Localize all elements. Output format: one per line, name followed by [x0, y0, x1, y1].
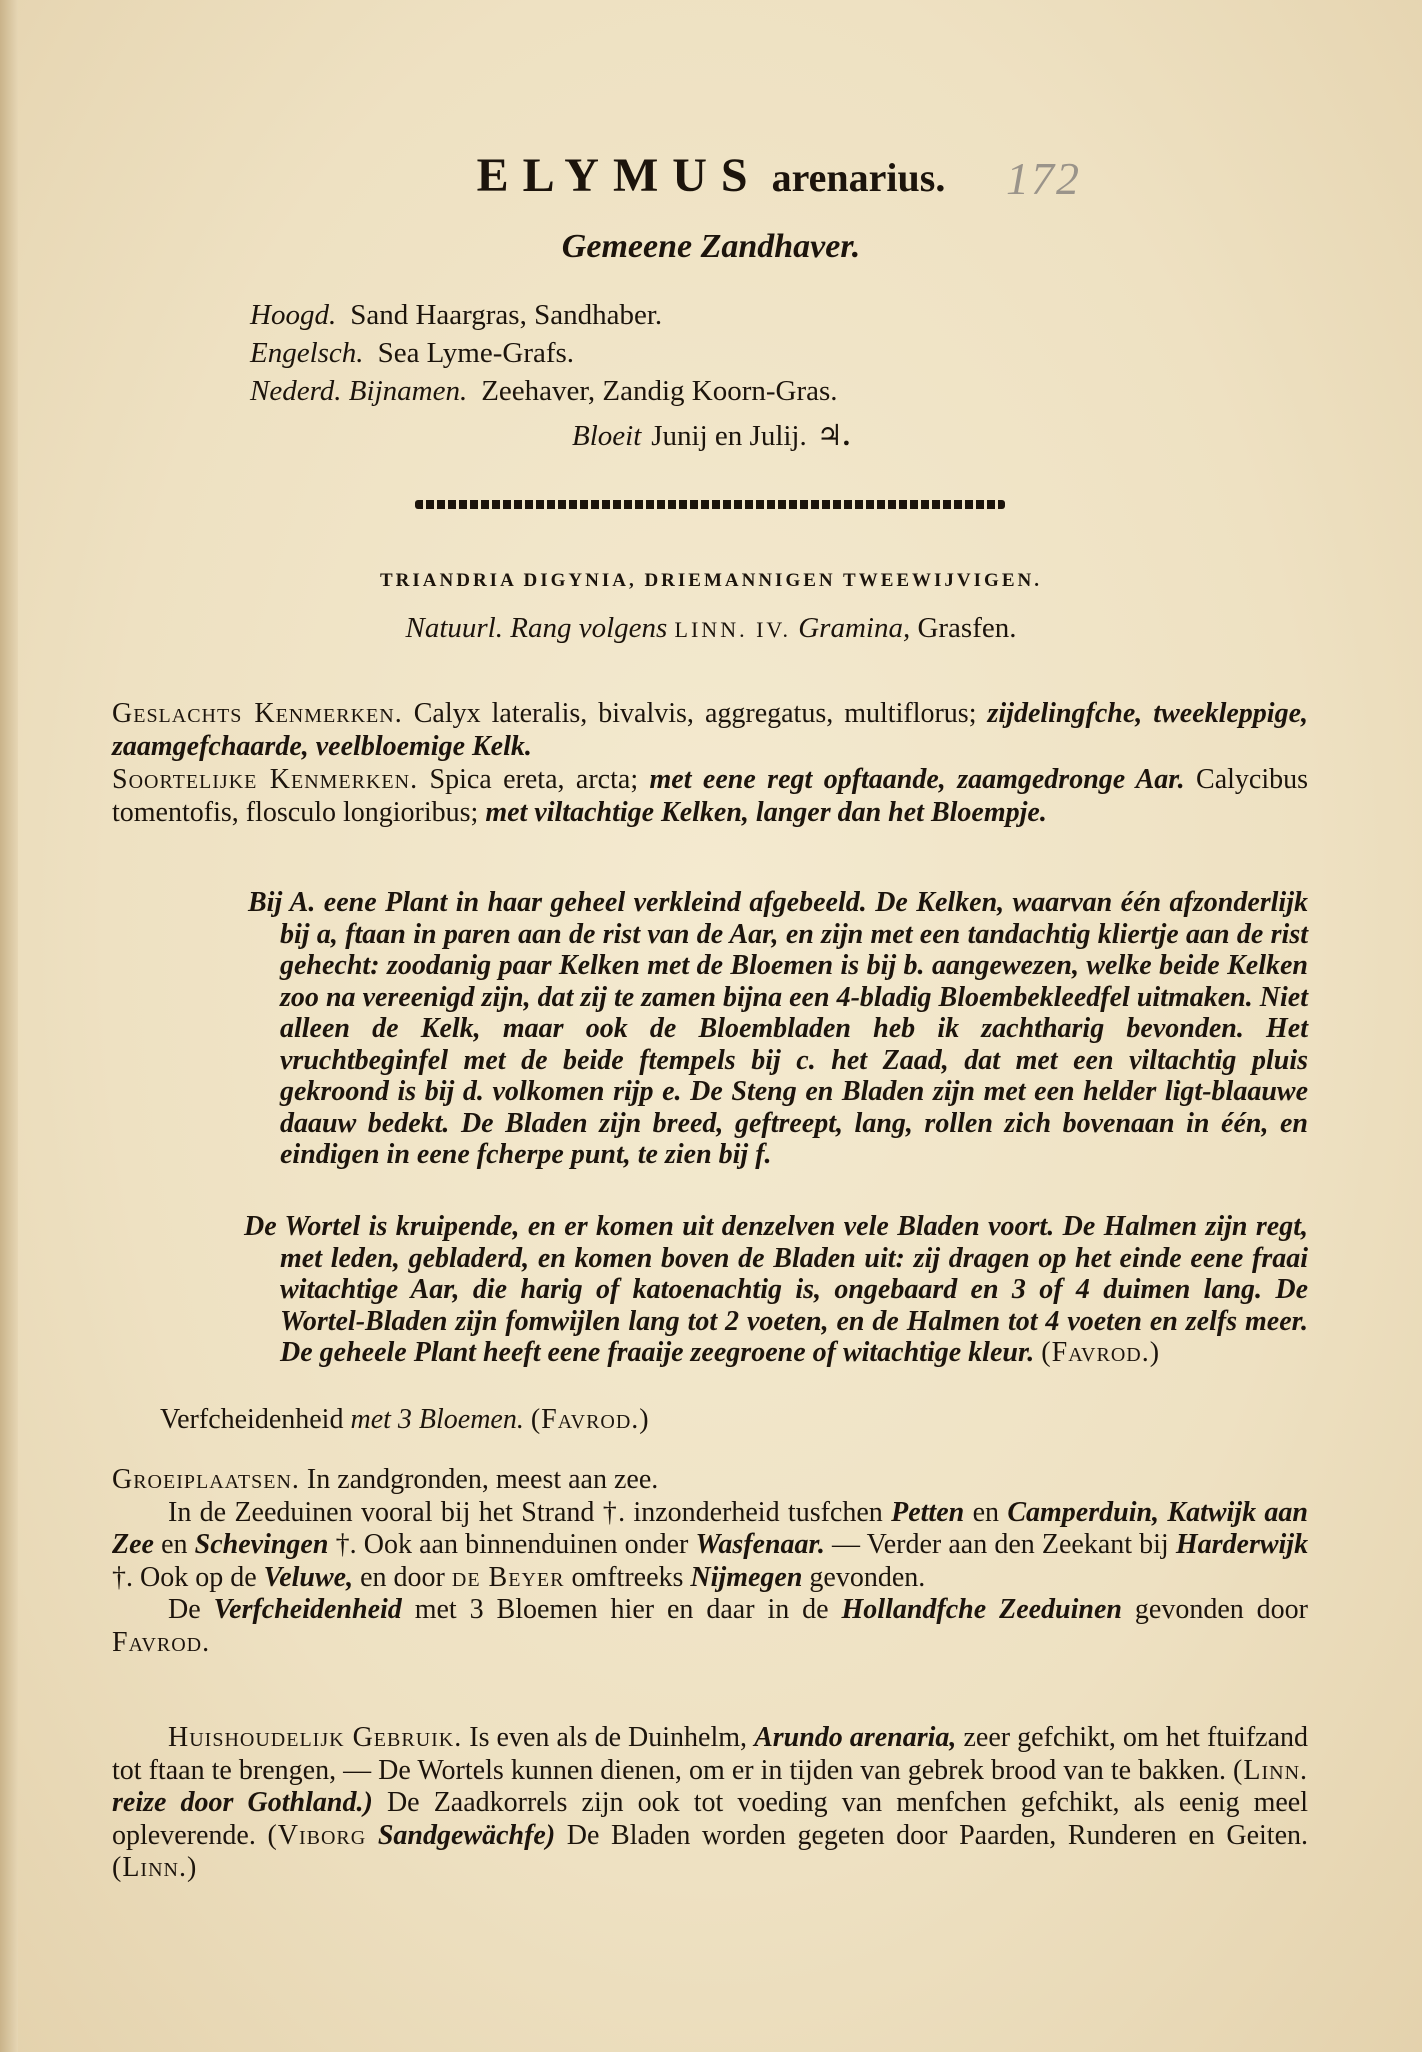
description-paragraph-b: De Wortel is kruipende, en er komen uit denzelven vele Bladen voort. De Halmen zijn regt, met leden, gebladerd, en komen boven de Bladen uit: zij dragen op het einde eene fraai witachtige Aar, die harig of katoenachtig is, ongebaard en 3 of 4 duimen lang. De Wortel-Bladen zijn fomwijlen lang tot 2 voeten, en de Halmen tot 4 voeten en zelfs meer. De geheele Plant heeft eene fraaije zeegroene of witachtige kleur.	[244, 1211, 1308, 1368]
habitat-heading: Groeiplaatsen.	[112, 1464, 300, 1495]
uses-text: De Bladen worden gegeten door Paarden, Runderen en Geiten.	[566, 1819, 1309, 1851]
habitat	[112, 1464, 1308, 1659]
place-name: Nijmegen	[690, 1561, 803, 1593]
description-figure	[248, 887, 1308, 1171]
collector-name: de Beyer	[451, 1561, 565, 1593]
species-epithet: arenarius.	[771, 155, 946, 200]
habitat-text: en	[161, 1529, 188, 1560]
habitat-intro: In zandgronden, meest aan zee.	[306, 1464, 659, 1495]
variety-word: Verfcheidenheid	[160, 1404, 344, 1435]
species-title	[0, 148, 1422, 203]
variety-word: Verfcheidenheid	[213, 1594, 402, 1625]
rank-label: Natuurl. Rang volgens	[405, 612, 668, 644]
vernacular-text: Sand Haargras, Sandhaber.	[350, 299, 663, 331]
dutch-common-name: Gemeene Zandhaver.	[561, 228, 861, 265]
specific-dutch-2: met viltachtige Kelken, langer dan het Bloempje.	[485, 797, 1047, 828]
ornamental-rule	[415, 500, 1005, 509]
specific-latin-2: Calycibus tomentofis, flosculo longioribus;	[112, 764, 1309, 828]
handwritten-page-mark: 172	[1006, 153, 1081, 204]
vernacular-row	[250, 334, 838, 372]
habitat-text: gevonden.	[809, 1561, 926, 1593]
uses-heading: Huishoudelijk Gebruik.	[168, 1722, 463, 1753]
specific-characters	[112, 763, 1308, 829]
specific-latin-1: Spica ereta, arcta;	[429, 764, 639, 795]
latin-name: Arundo arenaria,	[754, 1722, 957, 1753]
description-paragraph-a: Bij A. eene Plant in haar geheel verkleind afgebeeld. De Kelken, waarvan één afzonderlijk bij a, ftaan in paren aan de rist van de Aar, en zijn met een tandachtig kliertje aan de rist gehecht: zoodanig paar Kelken met de Bloemen is bij b. aangewezen, welke beide Kelken zoo na vereenigd zijn, dat zij te zamen bijna een 4-bladig Bloembekleedfel uitmaken. Niet alleen de Kelk, maar ook de Bloembladen heb ik zachtharig bevonden. Het vruchtbeginfel met de beide ftempels bij c. het Zaad, dat met een viltachtig pluis gekroond is bij d. volkomen rijp e. De Steng en Bladen zijn met een helder ligt-blaauwe daauw bedekt. De Bladen zijn breed, geftreept, lang, rollen zich bovenaan in één, en eindigen in eene fcherpe punt, te zien bij f.	[248, 887, 1308, 1170]
variety-text: met 3 Bloemen.	[350, 1404, 524, 1435]
place-name: Petten	[891, 1496, 965, 1528]
habitat-text: en	[972, 1496, 999, 1528]
vernacular-row	[250, 372, 838, 410]
specific-heading: Soortelijke Kenmerken.	[112, 764, 419, 795]
vernacular-names	[250, 296, 838, 410]
vernacular-label: Nederd. Bijnamen.	[250, 375, 468, 407]
variety	[160, 1403, 1308, 1436]
vernacular-text: Sea Lyme-Grafs.	[377, 337, 575, 369]
habitat-text: †. Ook op de	[112, 1561, 257, 1593]
habitat-text: In de Zeeduinen vooral bij het Strand †. inzonderheid tusfchen	[168, 1496, 883, 1528]
generic-latin: Calyx lateralis, bivalvis, aggregatus, multiflorus;	[413, 698, 977, 729]
habitat-text: gevonden door	[1134, 1594, 1309, 1625]
place-name: Camperduin,	[1007, 1496, 1160, 1528]
place-name: Veluwe,	[263, 1561, 354, 1593]
flowering-text: Junij en Julij.	[651, 420, 807, 452]
generic-characters	[112, 697, 1308, 763]
vernacular-text: Zeehaver, Zandig Koorn-Gras.	[481, 375, 838, 407]
specific-dutch-1: met eene regt opftaande, zaamgedronge Aar.	[649, 764, 1185, 795]
author-ref: (Viborg	[267, 1819, 367, 1851]
habitat-text: †. Ook aan binnenduinen onder	[335, 1529, 689, 1560]
linnaean-class: TRIANDRIA DIGYNIA, DRIEMANNIGEN TWEEWIJVIGEN.	[380, 570, 1042, 591]
linn-ref: (Linn.	[1233, 1754, 1309, 1786]
generic-heading: Geslachts Kenmerken.	[112, 698, 403, 729]
perennial-symbol: ♃.	[816, 420, 850, 452]
description-plant	[244, 1211, 1308, 1369]
household-use	[112, 1722, 1308, 1885]
book-title: reize door Gothland.)	[112, 1787, 373, 1818]
vernacular-row	[250, 296, 838, 334]
linn-ref: LINN. IV.	[674, 617, 791, 642]
page-edge	[0, 0, 18, 2052]
vernacular-label: Hoogd.	[250, 299, 337, 331]
natural-rank	[0, 612, 1422, 645]
habitat-text: De	[168, 1594, 201, 1625]
uses-text: Is even als de Duinhelm,	[469, 1722, 748, 1753]
place-name: Katwijk aan Zee	[112, 1496, 1308, 1560]
vernacular-label: Engelsch.	[250, 337, 364, 369]
collector-name: Favrod.	[112, 1626, 211, 1658]
book-title: Sandgewächfe)	[377, 1819, 556, 1851]
place-name: Wasfenaar.	[695, 1529, 825, 1560]
linn-ref: (Linn.)	[112, 1852, 198, 1883]
uses-text: zeer gefchikt, om het ftuifzand tot ftaan te brengen, — De Wortels kunnen dienen, om er in tijden van gebrek brood van te bakken.	[112, 1722, 1309, 1786]
order-name-dutch: Grasfen.	[917, 612, 1017, 644]
order-name: Gramina,	[798, 612, 911, 644]
habitat-text: met 3 Bloemen hier en daar in de	[414, 1594, 829, 1625]
place-name: Hollandfche Zeeduinen	[841, 1594, 1122, 1625]
place-name: Harderwijk	[1175, 1529, 1309, 1560]
habitat-text: omftreeks	[571, 1561, 684, 1593]
flowering-label: Bloeit	[572, 420, 642, 452]
favrod-ref: (Favrod.)	[1041, 1337, 1161, 1368]
genus-name: ELYMUS	[476, 149, 762, 202]
habitat-text: en door	[360, 1561, 445, 1593]
flowering-period	[0, 418, 1422, 453]
generic-dutch: zijdelingfche, tweekleppige, zaamgefchaarde, veelbloemige Kelk.	[112, 698, 1309, 762]
uses-text: De Zaadkorrels zijn ook tot voeding van menfchen gefchikt, als eenig meel opleverende.	[112, 1787, 1309, 1851]
place-name: Schevingen	[194, 1529, 329, 1560]
variety-ref: (Favrod.)	[530, 1404, 650, 1435]
habitat-text: — Verder aan den Zeekant bij	[832, 1529, 1169, 1560]
